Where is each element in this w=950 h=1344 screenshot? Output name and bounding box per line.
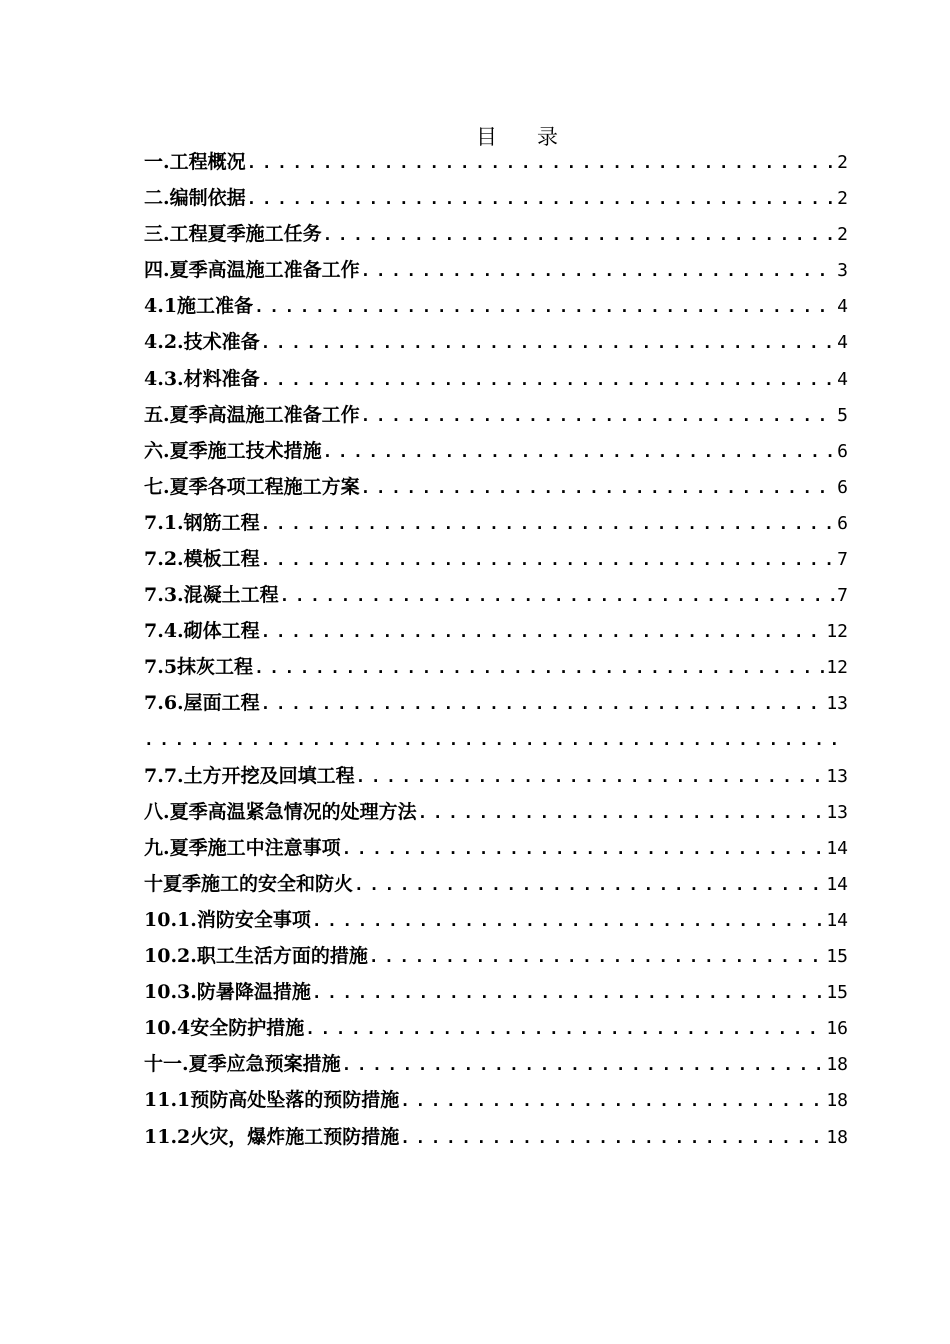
toc-leader-dots xyxy=(361,398,836,433)
toc-entry-page: 2 xyxy=(837,188,848,210)
toc-entry-label: 10.3.防暑降温措施 xyxy=(144,981,311,1004)
toc-entry[interactable] xyxy=(144,685,848,721)
toc-entry-page: 18 xyxy=(826,1126,848,1148)
toc-entry[interactable] xyxy=(144,216,848,252)
toc-entry-page: 18 xyxy=(826,1090,848,1112)
toc-entry[interactable] xyxy=(144,324,848,360)
toc-leader-dots xyxy=(261,686,825,721)
toc-entry[interactable] xyxy=(144,505,848,541)
toc-entry[interactable] xyxy=(144,541,848,577)
toc-entry[interactable] xyxy=(144,758,848,794)
toc-entry[interactable] xyxy=(144,1010,848,1046)
toc-entry-label: 4.1施工准备 xyxy=(144,295,254,318)
toc-entry-page: 13 xyxy=(826,693,848,715)
toc-entry-label: 十一.夏季应急预案措施 xyxy=(144,1053,341,1076)
toc-entry-label: 七.夏季各项工程施工方案 xyxy=(144,475,360,498)
toc-entry[interactable] xyxy=(144,469,848,505)
toc-entry-label: 八.夏季高温紧急情况的处理方法 xyxy=(144,800,417,823)
toc-entry-label: 7.6.屋面工程 xyxy=(144,692,260,715)
toc-entry-label: 7.3.混凝土工程 xyxy=(144,584,279,607)
toc-entry[interactable] xyxy=(144,830,848,866)
toc-entry[interactable] xyxy=(144,794,848,830)
toc-leader-dots xyxy=(342,831,825,866)
toc-entry-label: 10.4安全防护措施 xyxy=(144,1017,305,1040)
toc-entry-page: 6 xyxy=(837,440,848,462)
toc-leader-dots xyxy=(254,650,824,685)
toc-leader-dots xyxy=(261,362,835,397)
toc-entry[interactable] xyxy=(144,866,848,902)
toc-entry-page: 5 xyxy=(837,404,848,426)
toc-leader-dots xyxy=(323,434,836,469)
toc-entry-page: 15 xyxy=(826,946,848,968)
toc-leader-dots xyxy=(261,542,835,577)
toc-entry-label: 四.夏季高温施工准备工作 xyxy=(144,259,360,282)
toc-leader-dots xyxy=(361,470,836,505)
toc-entry[interactable] xyxy=(144,144,848,180)
toc-entry-label: 一.工程概况 xyxy=(144,151,246,173)
toc-entry-label: 10.1.消防安全事项 xyxy=(144,908,311,931)
toc-leader-dots xyxy=(342,1047,825,1082)
toc-leader-dots xyxy=(312,903,824,938)
toc-leader-dots xyxy=(323,217,836,252)
toc-entry-label: 7.1.钢筋工程 xyxy=(144,511,260,534)
toc-entry-label: 10.2.职工生活方面的措施 xyxy=(144,945,368,968)
toc-entry-label: 11.2火灾，爆炸施工预防措施 xyxy=(144,1125,400,1148)
toc-entry[interactable] xyxy=(144,649,848,685)
toc-entry[interactable] xyxy=(144,1119,848,1155)
toc-entry[interactable] xyxy=(144,902,848,938)
toc-entry-label: 7.2.模板工程 xyxy=(144,548,260,571)
toc-entry[interactable] xyxy=(144,1082,848,1118)
toc-leader-dots xyxy=(400,1083,824,1118)
toc-entry-page: 6 xyxy=(837,476,848,498)
toc-entry-label: 4.2.技术准备 xyxy=(144,331,260,354)
toc-leader-dots xyxy=(280,578,835,613)
toc-leader-dots xyxy=(418,795,825,830)
toc-leader-dots xyxy=(144,722,848,758)
toc-entry-page: 3 xyxy=(837,260,848,282)
toc-leader-dots xyxy=(400,1120,824,1155)
toc-leader-dots xyxy=(261,614,825,649)
toc-leader-dots xyxy=(254,289,835,324)
toc-entry[interactable] xyxy=(144,577,848,613)
toc-entry-page: 18 xyxy=(826,1054,848,1076)
toc-entry[interactable] xyxy=(144,361,848,397)
toc-entry-page: 12 xyxy=(826,621,848,643)
toc-entry[interactable] xyxy=(144,938,848,974)
toc-entry-page: 2 xyxy=(837,224,848,246)
toc-leader-dots xyxy=(312,975,824,1010)
toc-entry[interactable] xyxy=(144,397,848,433)
toc-entry-label: 十夏季施工的安全和防火 xyxy=(144,872,354,895)
toc-entry[interactable] xyxy=(144,1046,848,1082)
toc-leader-dots xyxy=(356,759,825,794)
toc-entry-page: 4 xyxy=(837,332,848,354)
toc-entry-page: 4 xyxy=(837,368,848,390)
toc-entry-label: 二.编制依据 xyxy=(144,187,246,210)
toc-entry-page: 16 xyxy=(826,1018,848,1040)
toc-entry-label: 六.夏季施工技术措施 xyxy=(144,439,322,462)
toc-leader-line xyxy=(144,722,848,758)
toc-entry-label: 7.4.砌体工程 xyxy=(144,620,260,643)
toc-leader-dots xyxy=(305,1011,824,1046)
toc-entry[interactable] xyxy=(144,974,848,1010)
toc-entry-page: 15 xyxy=(826,982,848,1004)
toc-title: 目录 xyxy=(476,125,598,149)
toc-entry[interactable] xyxy=(144,252,848,288)
toc-entry-page: 4 xyxy=(837,296,848,318)
toc-entry-label: 九.夏季施工中注意事项 xyxy=(144,836,341,859)
toc-entry[interactable] xyxy=(144,180,848,216)
toc-entry-page: 7 xyxy=(837,549,848,571)
toc-entry[interactable] xyxy=(144,613,848,649)
toc-leader-dots xyxy=(361,253,836,288)
toc-entry-page: 12 xyxy=(826,657,848,679)
toc-entry-page: 14 xyxy=(826,909,848,931)
toc-entry-page: 2 xyxy=(837,152,848,173)
toc-leader-dots xyxy=(369,939,824,974)
toc-entry-label: 五.夏季高温施工准备工作 xyxy=(144,403,360,426)
toc-entry-label: 7.5抹灰工程 xyxy=(144,656,254,679)
toc-entry-page: 14 xyxy=(826,837,848,859)
toc-entry-page: 7 xyxy=(837,585,848,607)
toc-entry-label: 三.工程夏季施工任务 xyxy=(144,223,322,246)
toc-entry[interactable] xyxy=(144,288,848,324)
toc-entry-label: 11.1预防高处坠落的预防措施 xyxy=(144,1089,400,1112)
toc-entry-page: 14 xyxy=(826,873,848,895)
toc-entry-page: 13 xyxy=(826,801,848,823)
toc-entry-page: 13 xyxy=(826,765,848,787)
toc-leader-dots xyxy=(247,181,836,216)
toc-leader-dots xyxy=(261,506,835,541)
toc-leader-dots xyxy=(247,145,836,180)
toc-leader-dots xyxy=(354,867,824,902)
toc-entry-label: 7.7.土方开挖及回填工程 xyxy=(144,764,355,787)
toc-entry-page: 6 xyxy=(837,512,848,534)
toc-leader-dots xyxy=(261,325,835,360)
toc-list xyxy=(144,144,848,1155)
toc-entry[interactable] xyxy=(144,433,848,469)
toc-entry-label: 4.3.材料准备 xyxy=(144,367,260,390)
